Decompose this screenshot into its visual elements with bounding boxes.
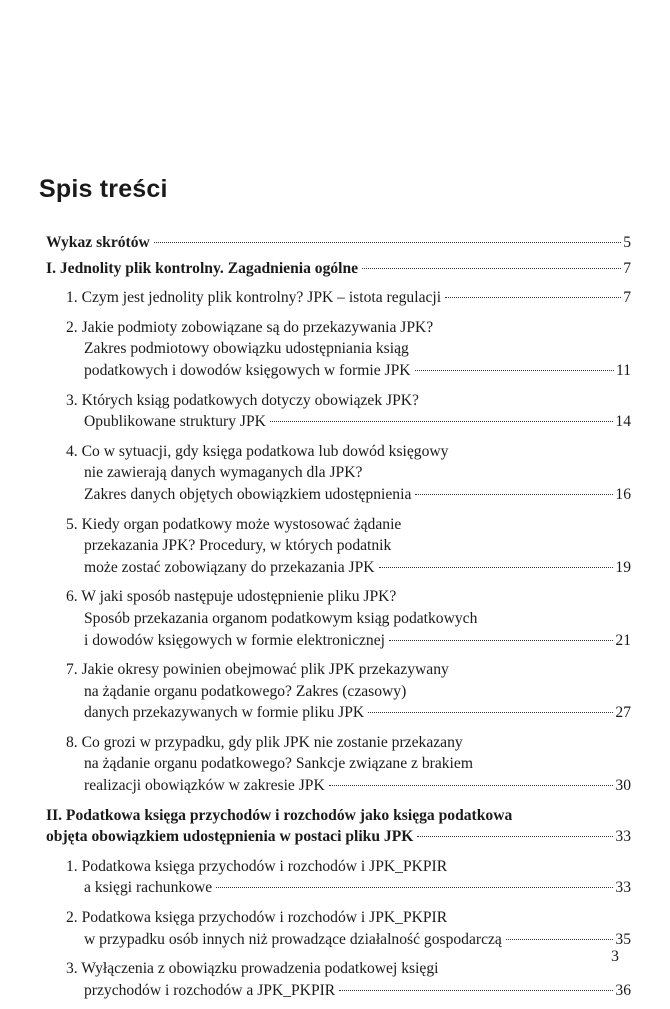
- toc-entry-line: [66, 659, 631, 681]
- toc-entry-line: [66, 958, 631, 980]
- dot-leader: [445, 297, 621, 298]
- toc-page-ref: 36: [615, 981, 631, 999]
- toc-entry-text: i dowodów księgowych w formie elektronicznej: [84, 631, 385, 649]
- toc-entry-line: [66, 360, 631, 382]
- toc-entry-text: na żądanie organu podatkowego? Zakres (czasowy): [84, 682, 407, 700]
- toc-entry-line: [66, 586, 631, 608]
- toc-page-ref: 14: [615, 413, 631, 431]
- dot-leader: [389, 640, 613, 641]
- toc-entry-text: nie zawierają danych wymaganych dla JPK?: [84, 464, 363, 482]
- toc-item-entry[interactable]: [46, 856, 631, 899]
- toc-entry-text: 2. Jakie podmioty zobowiązane są do przekazywania JPK?: [66, 318, 434, 336]
- toc-part-entry[interactable]: [46, 805, 631, 848]
- toc-entry-text: 2. Podatkowa księga przychodów i rozchodów i JPK_PKPIR: [66, 909, 448, 927]
- dot-leader: [417, 836, 613, 837]
- toc-entry-text: 1. Podatkowa księga przychodów i rozchodów i JPK_PKPIR: [66, 857, 448, 875]
- toc-entry-line: [66, 753, 631, 775]
- toc-item-entry[interactable]: [46, 514, 631, 579]
- dot-leader: [270, 421, 613, 422]
- toc-entry-line: [66, 535, 631, 557]
- toc-entry-line: [46, 258, 631, 280]
- toc-entry-line: [46, 826, 631, 848]
- toc-entry-text: 5. Kiedy organ podatkowy może wystosować żądanie: [66, 515, 402, 533]
- toc-entry-text: realizacji obowiązków w zakresie JPK: [84, 777, 325, 795]
- toc-entry-line: [66, 877, 631, 899]
- toc-entry-text: Opublikowane struktury JPK: [84, 413, 266, 431]
- toc-entry-text: może zostać zobowiązany do przekazania JPK: [84, 558, 375, 576]
- toc-part-entry[interactable]: [46, 232, 631, 254]
- toc-entry-line: [66, 484, 631, 506]
- toc-entry-text: objęta obowiązkiem udostępnienia w postaci pliku JPK: [46, 828, 414, 846]
- toc-page-ref: 7: [623, 259, 631, 277]
- toc-page-ref: 35: [615, 930, 631, 948]
- toc-entry-text: danych przekazywanych w formie pliku JPK: [84, 704, 365, 722]
- toc-entry-line: [66, 732, 631, 754]
- toc-entry-line: [66, 702, 631, 724]
- toc-item-entry[interactable]: [46, 317, 631, 382]
- toc-entry-text: na żądanie organu podatkowego? Sankcje związane z brakiem: [84, 755, 473, 773]
- toc-entry-text: podatkowych i dowodów księgowych w formie JPK: [84, 361, 411, 379]
- toc-page-ref: 27: [615, 704, 631, 722]
- toc-entry-text: 7. Jakie okresy powinien obejmować plik JPK przekazywany: [66, 661, 449, 679]
- toc-entry-text: II. Podatkowa księga przychodów i rozchodów jako księga podatkowa: [46, 806, 513, 824]
- toc-entry-line: [66, 338, 631, 360]
- toc-entry-line: [66, 317, 631, 339]
- toc-entry-line: [66, 681, 631, 703]
- dot-leader: [339, 990, 613, 991]
- dot-leader: [415, 370, 614, 371]
- toc-page-ref: 7: [623, 289, 631, 307]
- toc-page-ref: 21: [615, 631, 631, 649]
- toc-entry-line: [46, 232, 631, 254]
- page-number: 3: [611, 948, 619, 965]
- toc-item-entry[interactable]: [46, 659, 631, 724]
- dot-leader: [415, 494, 613, 495]
- toc-page-ref: 5: [623, 234, 631, 251]
- toc-page-ref: 33: [615, 828, 631, 846]
- toc-item-entry[interactable]: [46, 441, 631, 506]
- toc-entry-text: a księgi rachunkowe: [84, 879, 213, 897]
- toc-entry-line: [66, 775, 631, 797]
- toc-entry-text: Zakres podmiotowy obowiązku udostępniania ksiąg: [84, 340, 409, 358]
- toc-entry-line: [66, 980, 631, 1002]
- toc-entry-text: Sposób przekazania organom podatkowym ksiąg podatkowych: [84, 609, 478, 627]
- page-title: Spis treści: [39, 175, 168, 203]
- toc-entry-text: 1. Czym jest jednolity plik kontrolny? JPK – istota regulacji: [66, 289, 442, 307]
- toc-entry-line: [66, 462, 631, 484]
- toc-entry-text: I. Jednolity plik kontrolny. Zagadnienia ogólne: [46, 259, 359, 277]
- toc-page-ref: 16: [615, 485, 631, 503]
- toc-entry-line: [66, 608, 631, 630]
- toc-entry-line: [66, 856, 631, 878]
- toc-item-entry[interactable]: [46, 907, 631, 950]
- toc-entry-text: 8. Co grozi w przypadku, gdy plik JPK nie zostanie przekazany: [66, 733, 463, 751]
- dot-leader: [216, 887, 613, 888]
- toc-entry-line: [66, 441, 631, 463]
- toc-entry-line: [66, 514, 631, 536]
- toc-entry-text: 3. Wyłączenia z obowiązku prowadzenia podatkowej księgi: [66, 960, 439, 978]
- toc-item-entry[interactable]: [46, 287, 631, 309]
- toc-entry-text: Wykaz skrótów: [46, 234, 150, 251]
- toc-item-entry[interactable]: [46, 586, 631, 651]
- toc-item-entry[interactable]: [46, 390, 631, 433]
- dot-leader: [506, 939, 614, 940]
- dot-leader: [379, 567, 614, 568]
- toc-entry-line: [66, 287, 631, 309]
- toc-entry-text: w przypadku osób innych niż prowadzące działalność gospodarczą: [84, 930, 502, 948]
- toc-part-entry[interactable]: [46, 258, 631, 280]
- toc-entry-line: [46, 805, 631, 827]
- table-of-contents: [46, 232, 631, 1009]
- toc-entry-line: [66, 557, 631, 579]
- toc-entry-line: [66, 929, 631, 951]
- toc-entry-text: 6. W jaki sposób następuje udostępnienie pliku JPK?: [66, 588, 397, 606]
- dot-leader: [362, 268, 621, 269]
- toc-page-ref: 11: [615, 361, 631, 379]
- toc-entry-line: [66, 630, 631, 652]
- toc-entry-line: [66, 390, 631, 412]
- toc-entry-text: 4. Co w sytuacji, gdy księga podatkowa lub dowód księgowy: [66, 442, 449, 460]
- toc-entry-text: 3. Których ksiąg podatkowych dotyczy obowiązek JPK?: [66, 391, 419, 409]
- toc-page-ref: 33: [615, 879, 631, 897]
- toc-entry-text: Zakres danych objętych obowiązkiem udostępnienia: [84, 485, 412, 503]
- dot-leader: [329, 785, 614, 786]
- toc-entry-text: przychodów i rozchodów a JPK_PKPIR: [84, 981, 336, 999]
- dot-leader: [368, 712, 613, 713]
- dot-leader: [154, 242, 621, 243]
- toc-page-ref: 30: [615, 777, 631, 795]
- toc-item-entry[interactable]: [46, 732, 631, 797]
- toc-entry-text: przekazania JPK? Procedury, w których podatnik: [84, 537, 392, 555]
- toc-entry-line: [66, 907, 631, 929]
- toc-page-ref: 19: [615, 558, 631, 576]
- toc-entry-line: [66, 411, 631, 433]
- toc-item-entry[interactable]: [46, 958, 631, 1001]
